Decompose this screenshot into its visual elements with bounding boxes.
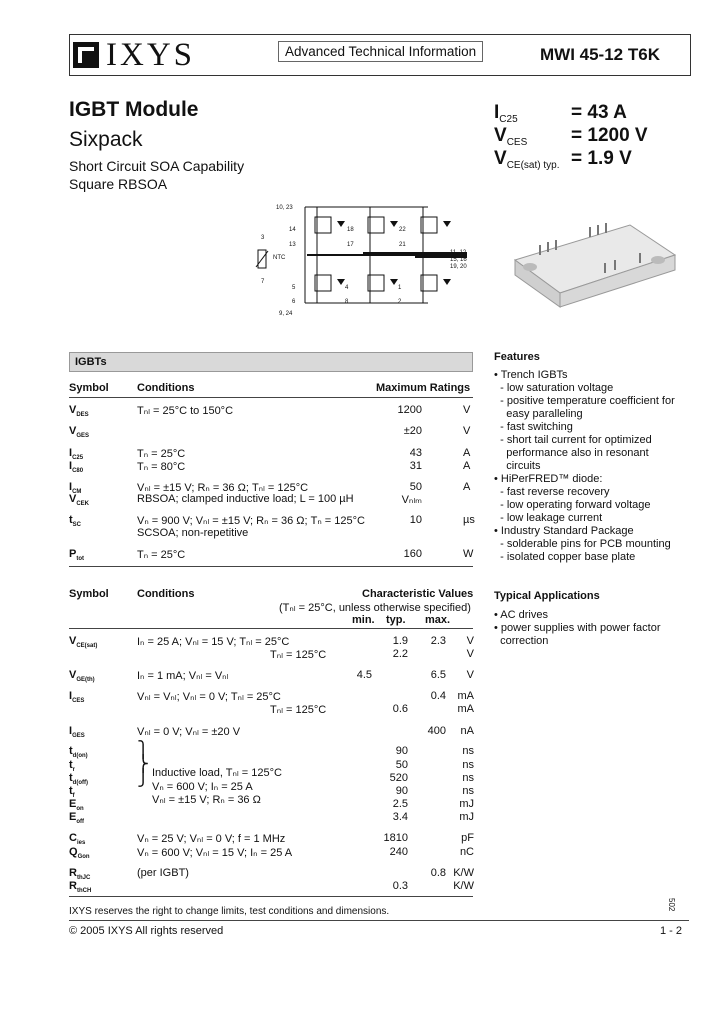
unit-value: ns [462,759,474,771]
symbol-main: P [69,548,77,560]
symbol-cell [69,404,89,418]
switching-cond-2: Vₙ = 600 V; Iₙ = 25 A [152,781,253,793]
symbol-main: V [69,669,77,681]
circuit-schematic [255,195,480,320]
typ-value: 0.3 [392,880,408,892]
feature-item: performance also in resonant [494,447,649,459]
unit-value: pF [461,832,474,844]
char-header-typ: typ. [386,614,406,626]
symbol-main: I [69,725,73,737]
pin-label: 2 [398,299,402,305]
feature-item: - low saturation voltage [494,382,614,394]
symbol-main: t [69,745,73,757]
pin-label: 22 [399,227,406,233]
rating-unit: A [463,460,471,472]
rating-unit: A [463,447,471,459]
application-item: • power supplies with power factor [494,622,661,634]
symbol-cell [69,811,84,825]
symbol-main: t [69,759,73,771]
typ-value: 2.5 [392,798,408,810]
rating-value: 31 [409,460,422,472]
feature-line-2: Square RBSOA [69,176,168,192]
disclaimer: IXYS reserves the right to change limits, test conditions and dimensions. [69,906,390,917]
rating-unit: µs [463,514,475,526]
typ-value: 0.6 [392,703,408,715]
pin-label: 18 [347,227,354,233]
typ-value: 90 [395,745,408,757]
symbol-sub: thCH [76,888,92,895]
features-list [494,369,675,564]
rating-value: 1200 [397,404,422,416]
condition-text: RBSOA; clamped inductive load; L = 100 µH [137,493,354,505]
max-header-conditions: Conditions [137,382,195,394]
unit-value: V [466,635,474,647]
page-title: IGBT Module [69,98,199,121]
rating-value: 10 [409,514,422,526]
part-number: MWI 45-12 T6K [540,45,660,64]
symbol-cell [69,493,89,507]
page-subtitle: Sixpack [69,128,143,151]
feature-item: easy paralleling [494,408,583,420]
footer-divider [69,920,689,921]
max-value: 6.5 [430,669,446,681]
unit-value: ns [462,745,474,757]
rating-ic25: $I_{C25}$ [494,102,518,125]
unit-value: K/W [453,867,474,879]
applications-title: Typical Applications [494,590,600,602]
feature-item: circuits [494,460,541,472]
symbol-sub: d(on) [72,753,88,760]
pin-label: 7 [261,279,265,285]
condition-text: Tₙ = 80°C [137,461,186,473]
condition-text: Vₙ = 25 V; Vₙₗ = 0 V; f = 1 MHz [137,833,286,845]
symbol-sub: CE(sat) [76,643,98,650]
pin-label: 17 [347,242,354,248]
rating-vces-value: = 1200 V [571,125,648,146]
unit-value: nC [459,846,474,858]
feature-item: - low leakage current [494,512,603,524]
ixys-logo [73,38,195,72]
module-package-image [510,215,680,315]
symbol-sub: ies [76,840,86,847]
condition-text: Tₙ = 25°C [137,549,186,561]
rating-value: ±20 [403,425,422,437]
char-header-min: min. [352,614,375,626]
symbol-cell [69,846,90,860]
pin-label: 21 [399,242,406,248]
symbol-main: E [69,811,77,823]
pin-label: 14 [289,227,296,233]
condition-text: Tₙ = 25°C [137,448,186,460]
max-value: 400 [427,725,446,737]
feature-item: • HiPerFRED™ diode: [494,473,603,485]
symbol-cell [69,725,85,739]
condition-text: Iₙ = 25 A; Vₙₗ = 15 V; Tₙₗ = 25°C [137,636,290,648]
symbol-sub: Gon [77,854,90,861]
symbol-main: Q [69,846,78,858]
symbol-cell [69,514,81,528]
rating-unit: V [463,425,471,437]
rating-value: Vₙₗₘ [401,494,422,506]
rating-unit: A [463,481,471,493]
ixys-logo-icon [73,42,99,68]
symbol-sub: off [76,819,85,826]
symbol-sub: tot [76,556,85,563]
symbol-cell [69,880,91,894]
symbol-sub: GE(th) [76,677,95,684]
copyright: © 2005 IXYS All rights reserved [69,925,224,937]
symbol-sub: DES [76,412,89,419]
unit-value: mA [457,703,474,715]
section-bar-igbts: IGBTs [69,352,473,372]
symbol-main: t [69,514,73,526]
condition-text: Vₙₗ = ±15 V; Rₙ = 36 Ω; Tₙₗ = 125°C [137,482,309,494]
brace-symbol: ⎫ ⎬ ⎭ [137,742,149,787]
pin-label: 6 [292,299,296,305]
symbol-sub: C80 [72,468,84,475]
condition-text: Vₙₗ = Vₙₗ; Vₙₗ = 0 V; Tₙₗ = 25°C [137,691,281,703]
application-item: correction [494,635,549,647]
symbol-sub: CEK [76,501,90,508]
symbol-cell [69,690,84,704]
typ-value: 2.2 [392,648,408,660]
symbol-cell [69,832,85,846]
advanced-info-badge: Advanced Technical Information [278,41,483,62]
pin-label: 4 [345,285,349,291]
rating-value: 160 [403,548,422,560]
feature-item: • Trench IGBTs [494,369,568,381]
symbol-sub: GES [72,733,85,740]
max-value: 0.8 [430,867,446,879]
pin-label: 13 [289,242,296,248]
symbol-sub: C25 [72,455,84,462]
condition-text: (per IGBT) [137,867,189,879]
symbol-cell [69,548,84,562]
divider [69,628,473,629]
rating-vcesat: $V_{CE(sat) typ.}$ [494,148,560,171]
unit-value: V [466,669,474,681]
symbol-main: V [69,493,77,505]
condition-text: Tₙₗ = 125°C [270,704,327,716]
unit-value: K/W [453,880,474,892]
symbol-sub: SC [72,522,82,529]
char-header-max: max. [425,614,451,626]
pin-label: 1 [398,285,402,291]
divider [69,566,473,567]
feature-item: - fast reverse recovery [494,486,610,498]
feature-item: - short tail current for optimized [494,434,652,446]
condition-text: Tₙₗ = 25°C to 150°C [137,405,234,417]
symbol-sub: CM [72,489,82,496]
feature-item: - isolated copper base plate [494,551,636,563]
typ-value: 520 [389,772,408,784]
symbol-main: t [69,772,73,784]
condition-text: Tₙₗ = 125°C [270,649,327,661]
pin-label: 9, 24 [279,311,293,317]
unit-value: nA [460,725,474,737]
char-header-title: Characteristic Values [362,588,474,600]
symbol-main: C [69,832,77,844]
rating-vcesat-value: = 1.9 V [571,148,632,169]
min-value: 4.5 [356,669,372,681]
typ-value: 3.4 [392,811,408,823]
unit-value: ns [462,785,474,797]
condition-text: Vₙₗ = 0 V; Vₙₗ = ±20 V [137,726,241,738]
max-header-symbol: Symbol [69,382,109,394]
typ-value: 1810 [383,832,408,844]
symbol-sub: r [72,767,76,774]
typ-value: 90 [395,785,408,797]
symbol-main: V [69,425,77,437]
symbol-cell [69,635,97,649]
symbol-sub: thJC [76,875,91,882]
pin-label: 5 [292,285,296,291]
rating-value: 43 [409,447,422,459]
pin-label: 8 [345,299,349,305]
pin-label: 11, 12 [450,250,467,256]
condition-text: SCSOA; non-repetitive [137,527,249,539]
applications-list [494,609,660,648]
pin-label: 15, 16 [450,257,467,263]
pin-label: 19, 20 [450,264,467,270]
divider [69,896,473,897]
features-title: Features [494,351,540,363]
symbol-main: I [69,447,73,459]
symbol-sub: GES [76,433,90,440]
symbol-cell [69,669,95,683]
feature-line-1: Short Circuit SOA Capability [69,158,245,174]
side-code: 502 [667,898,676,912]
symbol-main: V [69,635,77,647]
pin-label: NTC [273,255,286,261]
page-number: 1 - 2 [660,925,683,937]
typ-value: 1.9 [392,635,408,647]
pin-label: 10, 23 [276,205,293,211]
feature-item: - solderable pins for PCB mounting [494,538,671,550]
char-header-symbol: Symbol [69,588,109,600]
feature-item: - low operating forward voltage [494,499,651,511]
max-header-ratings: Maximum Ratings [376,382,471,394]
unit-value: V [466,648,474,660]
rating-unit: W [463,548,474,560]
condition-text: Vₙ = 600 V; Vₙₗ = 15 V; Iₙ = 25 A [137,847,293,859]
symbol-cell [69,745,88,759]
pin-label: 3 [261,235,265,241]
typ-value: 50 [395,759,408,771]
max-value: 2.3 [430,635,446,647]
logo-text: IXYS [106,37,196,73]
symbol-main: t [69,785,73,797]
switching-cond-3: Vₙₗ = ±15 V; Rₙ = 36 Ω [152,794,261,806]
application-item: • AC drives [494,609,548,621]
rating-value: 50 [409,481,422,493]
rating-unit: V [463,404,471,416]
symbol-main: R [69,867,77,879]
symbol-main: E [69,798,77,810]
feature-item: - positive temperature coefficient for [494,395,675,407]
divider [69,397,473,398]
char-header-note: (Tₙₗ = 25°C, unless otherwise specified) [279,602,471,614]
unit-value: mJ [459,811,474,823]
unit-value: mA [457,690,474,702]
typ-value: 240 [389,846,408,858]
symbol-main: V [69,404,77,416]
feature-item: • Industry Standard Package [494,525,634,537]
symbol-cell [69,460,83,474]
symbol-main: I [69,460,73,472]
symbol-main: R [69,880,77,892]
symbol-sub: CES [72,698,85,705]
char-header-conditions: Conditions [137,588,195,600]
max-value: 0.4 [430,690,446,702]
symbol-cell [69,425,89,439]
feature-item: - fast switching [494,421,573,433]
symbol-main: I [69,481,73,493]
rating-ic25-value: = 43 A [571,102,627,123]
condition-text: Vₙ = 900 V; Vₙₗ = ±15 V; Rₙ = 36 Ω; Tₙ = 125°C [137,515,365,527]
symbol-main: I [69,690,73,702]
unit-value: ns [462,772,474,784]
symbol-sub: on [76,806,84,813]
symbol-sub: f [72,793,75,800]
condition-text: Iₙ = 1 mA; Vₙₗ = Vₙₗ [137,670,229,682]
symbol-sub: d(off) [72,780,88,787]
unit-value: mJ [459,798,474,810]
rating-vces: $V_{CES}$ [494,125,528,148]
switching-cond-1: Inductive load, Tₙₗ = 125°C [152,767,282,779]
